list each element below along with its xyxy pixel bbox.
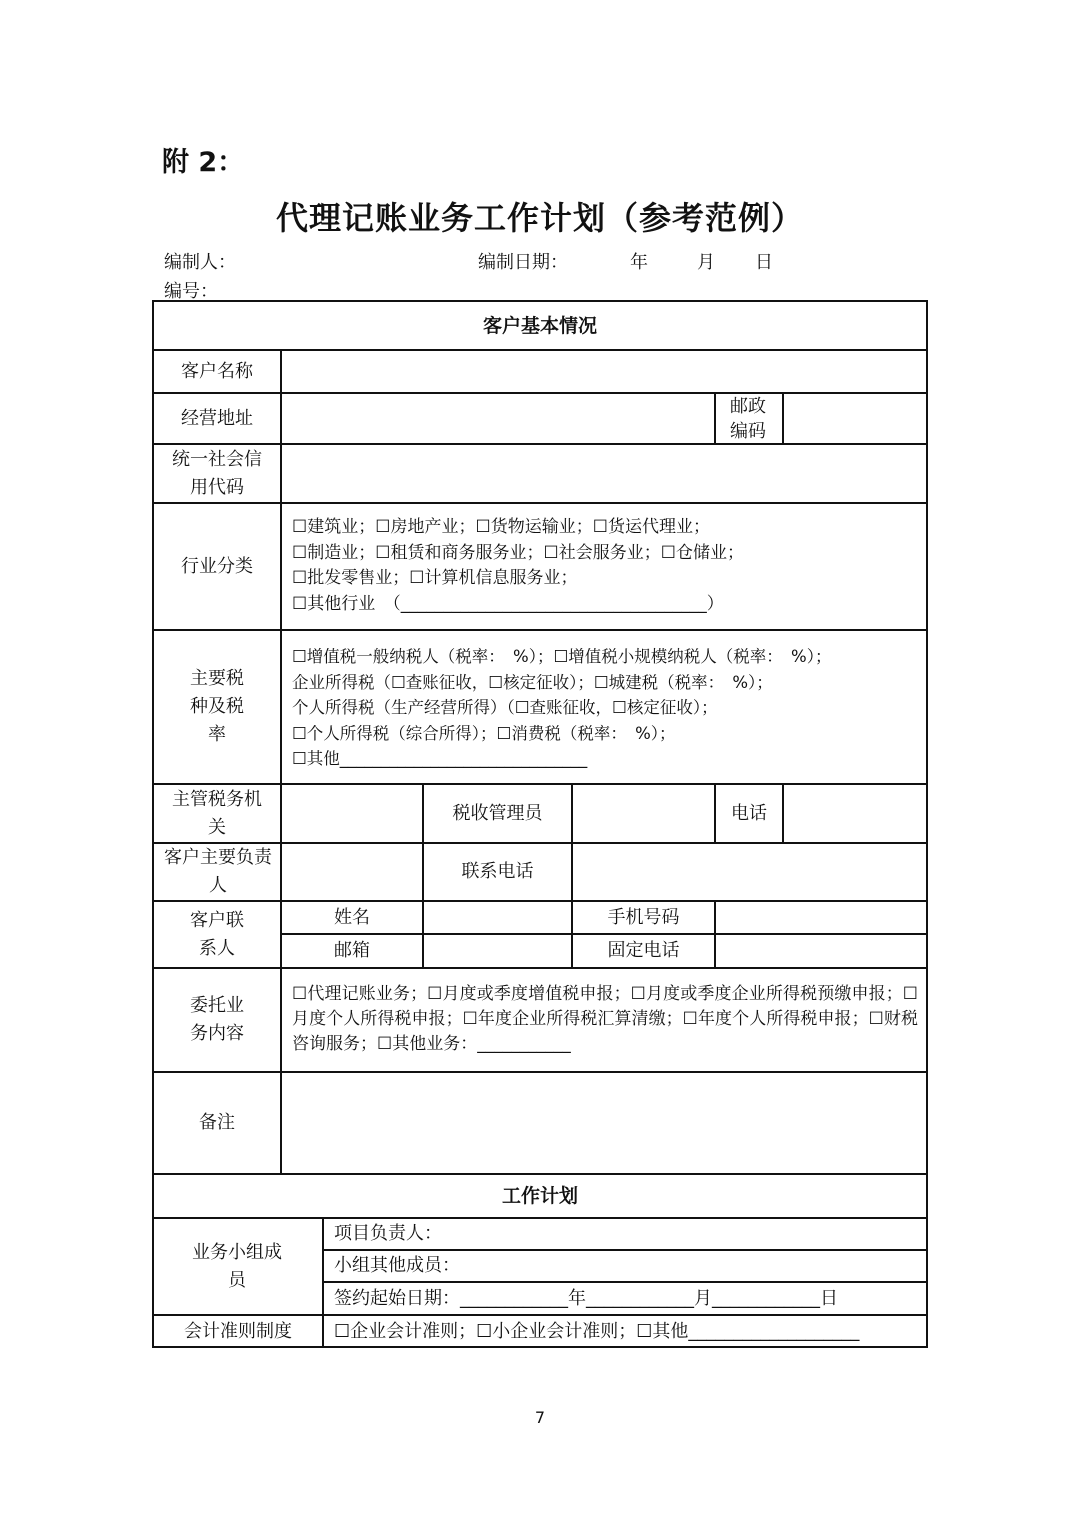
- tax-label: 主要税种及税率: [190, 668, 244, 745]
- client-name-label: 客户名称: [181, 360, 253, 382]
- sign-date-field[interactable]: 签约起始日期：____________年____________月____________日: [334, 1287, 838, 1309]
- section-work-plan: 工作计划: [501, 1185, 578, 1207]
- year-label: 年: [630, 252, 648, 273]
- contact-phone-label: 联系电话: [461, 861, 534, 882]
- entrust-label: 委托业务内容: [190, 995, 244, 1044]
- industry-option-line[interactable]: ☐其他行业 （____________________________________）: [292, 593, 724, 614]
- industry-option-line[interactable]: ☐制造业；☐租赁和商务服务业；☐社会服务业；☐仓储业；: [292, 542, 744, 563]
- phone-field[interactable]: [784, 785, 926, 842]
- industry-options[interactable]: [292, 515, 744, 617]
- tax-authority-field[interactable]: [282, 785, 422, 842]
- principal-field[interactable]: [282, 844, 422, 900]
- phone-label: 电话: [731, 802, 767, 824]
- tax-option-line[interactable]: ☐其他______________________________: [292, 749, 588, 768]
- entrust-options[interactable]: ☐代理记账业务；☐月度或季度增值税申报；☐月度或季度企业所得税预缴申报；☐月度个人所得税申报；☐年度企业所得税汇算清缴；☐年度个人所得税申报；☐财税咨询服务；☐其他业务：___________: [292, 984, 918, 1054]
- tax-manager-field[interactable]: [573, 785, 714, 842]
- preparer-label: 编制人：: [164, 252, 236, 273]
- team-members-field[interactable]: 小组其他成员：: [334, 1255, 460, 1276]
- industry-option-line[interactable]: ☐批发零售业；☐计算机信息服务业；: [292, 568, 578, 588]
- tax-option-line[interactable]: 企业所得税（☐查账征收，☐核定征收）；☐城建税（税率： %）；: [292, 672, 773, 692]
- landline-label: 固定电话: [607, 940, 680, 961]
- landline-field[interactable]: [716, 935, 926, 967]
- credit-code-field[interactable]: [282, 445, 926, 502]
- remark-field[interactable]: [282, 1073, 926, 1173]
- mobile-label: 手机号码: [607, 906, 680, 928]
- team-label: 业务小组成员: [192, 1241, 282, 1291]
- tax-authority-label: 主管税务机关: [172, 788, 262, 838]
- plan-form: [152, 300, 928, 1348]
- page-number: 7: [534, 1408, 546, 1427]
- industry-label: 行业分类: [181, 555, 253, 577]
- address-label: 经营地址: [181, 407, 253, 429]
- accounting-options[interactable]: ☐企业会计准则；☐小企业会计准则；☐其他___________________: [334, 1321, 860, 1342]
- tax-option-line[interactable]: ☐个人所得税（综合所得）；☐消费税（税率： %）；: [292, 723, 676, 743]
- day-label: 日: [755, 252, 773, 273]
- contact-name-field[interactable]: [424, 902, 571, 933]
- client-name-field[interactable]: [282, 351, 926, 392]
- address-field[interactable]: [282, 394, 714, 443]
- postal-field[interactable]: [784, 394, 926, 443]
- contact-name-label: 姓名: [334, 906, 370, 928]
- postal-label: 邮政编码: [730, 395, 766, 442]
- email-field[interactable]: [424, 935, 571, 967]
- tax-manager-label: 税收管理员: [452, 802, 543, 824]
- section-client-info: 客户基本情况: [482, 314, 597, 337]
- accounting-label: 会计准则制度: [184, 1321, 292, 1342]
- email-label: 邮箱: [334, 940, 370, 961]
- prep-date-label: 编制日期：: [478, 252, 568, 273]
- industry-option-line[interactable]: ☐建筑业；☐房地产业；☐货物运输业；☐货运代理业；: [292, 517, 710, 537]
- tax-option-line[interactable]: 个人所得税（生产经营所得）（☐查账征收，☐核定征收）；: [292, 698, 718, 717]
- attachment-label: 附 2：: [162, 147, 245, 178]
- number-label: 编号：: [164, 281, 218, 302]
- tax-options[interactable]: [292, 644, 831, 772]
- mobile-field[interactable]: [716, 902, 926, 933]
- month-label: 月: [697, 252, 715, 273]
- remark-label: 备注: [199, 1112, 235, 1133]
- principal-label: 客户主要负责人: [164, 847, 272, 896]
- contact-label: 客户联系人: [190, 909, 244, 959]
- contact-phone-field[interactable]: [573, 844, 926, 900]
- credit-code-label: 统一社会信用代码: [172, 448, 262, 498]
- page-title: 代理记账业务工作计划（参考范例）: [275, 199, 804, 237]
- tax-option-line[interactable]: ☐增值税一般纳税人（税率： %）；☐增值税小规模纳税人（税率： %）；: [292, 647, 832, 666]
- project-leader-field[interactable]: 项目负责人：: [334, 1223, 442, 1244]
